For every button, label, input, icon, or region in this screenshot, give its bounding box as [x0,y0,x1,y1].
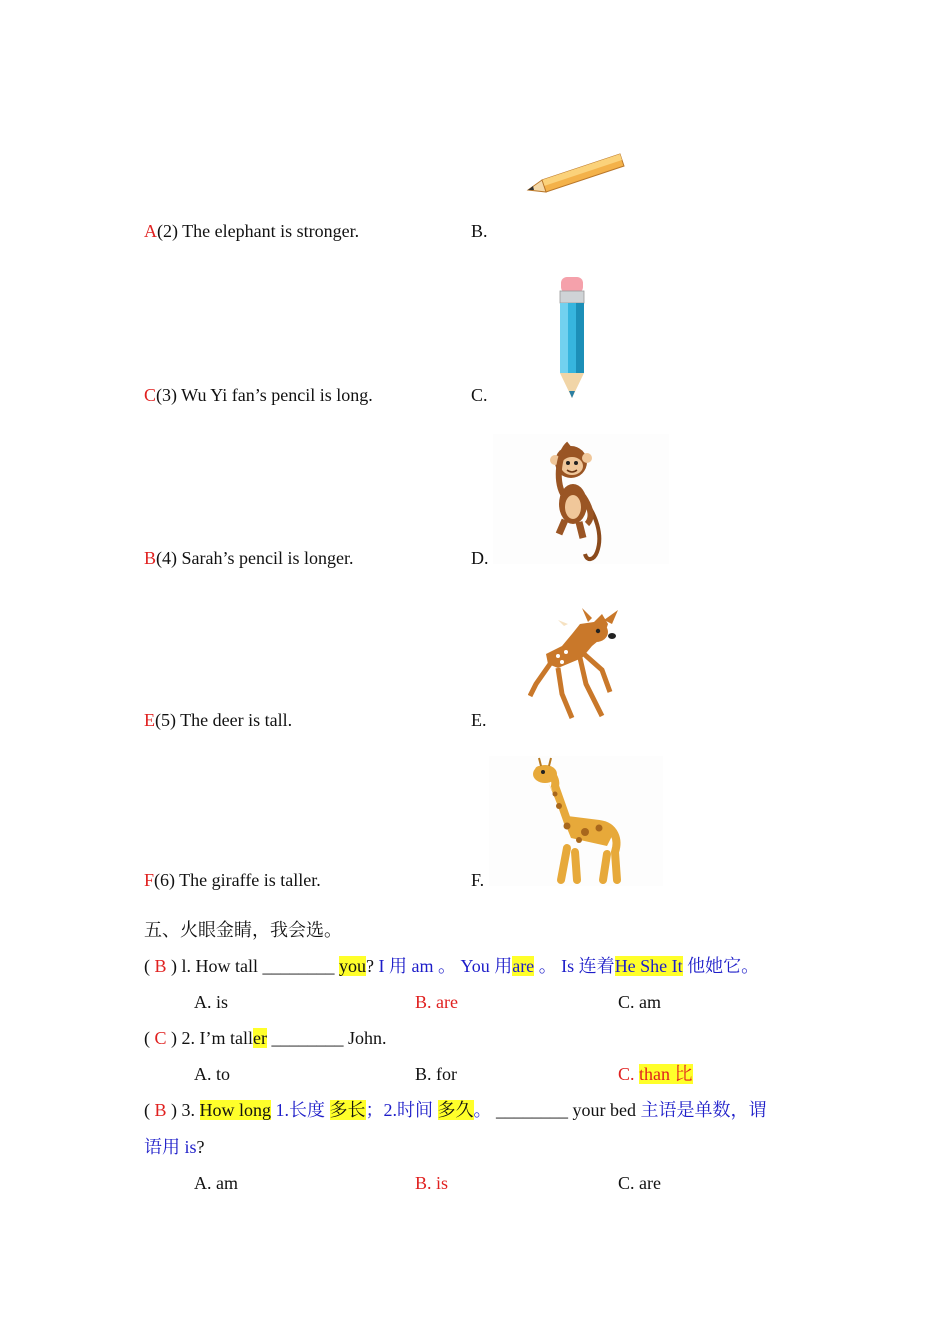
q1-option-c: C. am [618,992,661,1012]
q3-note-3: 。 [473,1100,492,1120]
match-row-6 [144,868,321,892]
q1-key-word: you [339,956,367,976]
q3-note-1: 1.长度 [271,1100,330,1120]
q1-bracket-close: ) [166,956,178,976]
q3-option-a: A. am [194,1173,238,1193]
q2-stem-b: ________ John. [266,1028,387,1048]
answer-2: A [144,221,157,241]
q2-bracket-open: ( [144,1028,155,1048]
sentence-5: (5) The deer is tall. [155,710,293,730]
q1-qmark: ? [366,956,379,976]
q3-note-duojiu: 多久 [437,1100,474,1120]
long-pencil-picture [524,150,628,194]
q1-option-a: A. is [194,992,229,1012]
q2-option-a: A. to [194,1064,230,1084]
q1-note-2: You 用 [460,956,513,976]
giraffe-picture [489,756,663,886]
answer-3: C [144,385,157,405]
monkey-picture [493,434,669,564]
q3-option-b: B. is [415,1173,449,1193]
option-c-label: C. [471,385,488,405]
match-row-3 [144,383,373,407]
question-2 [144,1026,387,1050]
q3-answer: B [154,1100,167,1120]
q2-stem-a: 2. I’m tall [177,1028,253,1048]
question-3-line-2 [144,1135,205,1159]
q3-note-5: 语用 is [144,1137,197,1157]
q2-stem-er: er [253,1028,267,1048]
section-5-title: 五、火眼金睛，我会选。 [144,920,342,940]
match-row-2 [144,219,359,243]
q2-option-c-label: C. [618,1064,640,1084]
q3-bracket-open: ( [144,1100,155,1120]
option-e-label: E. [471,710,487,730]
q3-stem: ________ your bed [496,1100,641,1120]
question-3-line-1 [144,1098,767,1122]
q1-answer: B [154,956,167,976]
deer-picture [528,606,624,724]
sentence-3: (3) Wu Yi fan’s pencil is long. [156,385,373,405]
sentence-4: (4) Sarah’s pencil is longer. [156,548,354,568]
short-blue-pencil-picture [556,276,590,404]
answer-5: E [144,710,155,730]
q3-note-4: 主语是单数，谓 [640,1100,767,1120]
q1-option-b: B. are [415,992,458,1012]
q2-option-c [618,1062,693,1086]
q1-note-3: 。 Is 连着 [534,956,615,976]
q3-how-long: How long [199,1100,272,1120]
match-row-5 [144,708,292,732]
q1-bracket-open: ( [144,956,155,976]
q1-note-are: are [512,956,535,976]
q1-note-pronouns: He She It [614,956,683,976]
match-row-4 [144,546,353,570]
q1-note-1: I 用 am 。 [378,956,456,976]
answer-4: B [144,548,157,568]
q3-option-c: C. are [618,1173,661,1193]
q2-answer: C [154,1028,167,1048]
q3-note-duochang: 多长 [329,1100,366,1120]
q3-number: 3. [177,1100,200,1120]
q1-stem: l. How tall ________ [177,956,340,976]
q3-note-2: ；2.时间 [365,1100,438,1120]
question-1 [144,954,759,978]
option-b-label: B. [471,221,488,241]
q2-option-b: B. for [415,1064,457,1084]
sentence-6: (6) The giraffe is taller. [154,870,321,890]
q1-note-5: 他她它。 [682,956,760,976]
answer-6: F [144,870,155,890]
q3-end: ? [196,1137,205,1157]
q3-bracket-close: ) [166,1100,178,1120]
sentence-2: (2) The elephant is stronger. [157,221,360,241]
option-f-label: F. [471,870,485,890]
q2-bracket-close: ) [166,1028,178,1048]
option-d-label: D. [471,548,489,568]
q2-option-c-text: than 比 [639,1064,693,1084]
